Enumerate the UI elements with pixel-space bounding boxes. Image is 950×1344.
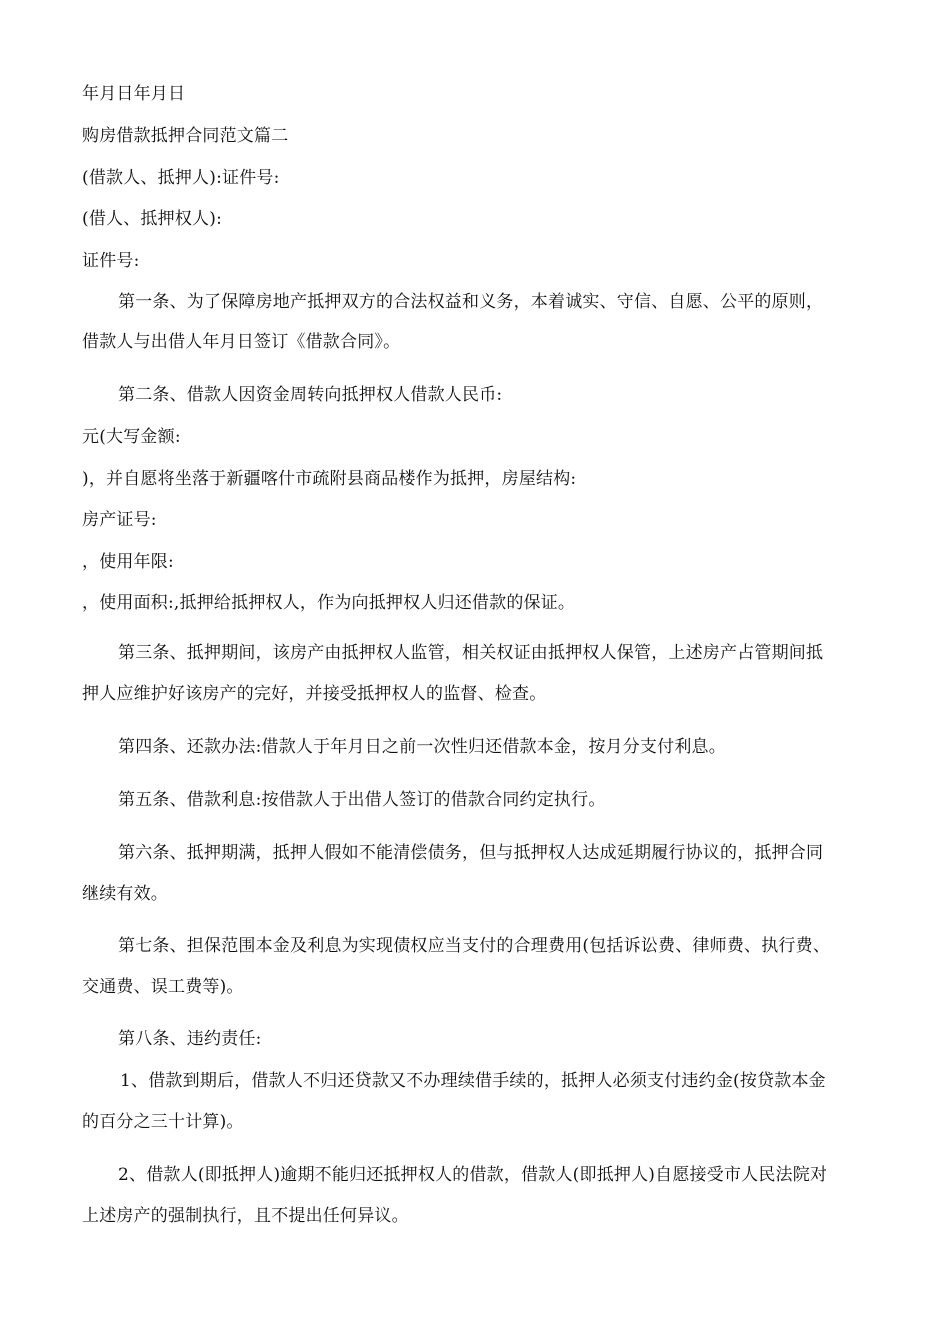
clause-1-line-2: 的百分之三十计算)。 (82, 1112, 244, 1132)
article-5: 第五条、借款利息:按借款人于出借人签订的借款合同约定执行。 (118, 790, 606, 810)
article-6-line-1: 第六条、抵押期满，抵押人假如不能清偿债务，但与抵押权人达成延期履行协议的，抵押合同 (118, 843, 824, 863)
article-7-line-1: 第七条、担保范围本金及利息为实现债权应当支付的合理费用(包括诉讼费、律师费、执行费、 (118, 936, 831, 956)
id-number-line: 证件号: (82, 251, 140, 271)
article-1-line-2: 借款人与出借人年月日签订《借款合同》。 (82, 332, 401, 352)
clause-2-line-1: 2、借款人(即抵押人)逾期不能归还抵押权人的借款，借款人(即抵押人)自愿接受市人民法院对 (118, 1165, 828, 1185)
article-3-line-2: 押人应维护好该房产的完好，并接受抵押权人的监督、检查。 (82, 684, 547, 704)
article-2-line-6: ，使用面积:,抵押给抵押权人，作为向抵押权人归还借款的保证。 (82, 593, 576, 613)
article-2-line-5: ，使用年限: (82, 552, 174, 572)
article-4: 第四条、还款办法:借款人于年月日之前一次性归还借款本金，按月分支付利息。 (118, 737, 726, 757)
clause-1-line-1: 1、借款到期后，借款人不归还贷款又不办理续借手续的，抵押人必须支付违约金(按贷款本金 (120, 1071, 826, 1091)
article-3-line-1: 第三条、抵押期间，该房产由抵押权人监管，相关权证由抵押权人保管，上述房产占管期间抵 (118, 643, 824, 663)
article-6-line-2: 继续有效。 (82, 884, 168, 904)
article-2-line-4: 房产证号: (82, 510, 157, 530)
document-title: 购房借款抵押合同范文篇二 (82, 126, 289, 146)
article-2-line-1: 第二条、借款人因资金周转向抵押权人借款人民币: (118, 385, 503, 405)
article-8-heading: 第八条、违约责任: (118, 1029, 262, 1049)
article-1-line-1: 第一条、为了保障房地产抵押双方的合法权益和义务，本着诚实、守信、自愿、公平的原则， (118, 292, 824, 312)
article-7-line-2: 交通费、误工费等)。 (82, 977, 244, 997)
date-line: 年月日年月日 (82, 84, 186, 104)
borrower-line: (借款人、抵押人):证件号: (82, 168, 280, 188)
article-2-line-3: )，并自愿将坐落于新疆喀什市疏附县商品楼作为抵押，房屋结构: (82, 469, 577, 489)
lender-line: (借人、抵押权人): (82, 209, 222, 229)
clause-2-line-2: 上述房产的强制执行，且不提出任何异议。 (82, 1206, 409, 1226)
article-2-line-2: 元(大写金额: (82, 427, 181, 447)
